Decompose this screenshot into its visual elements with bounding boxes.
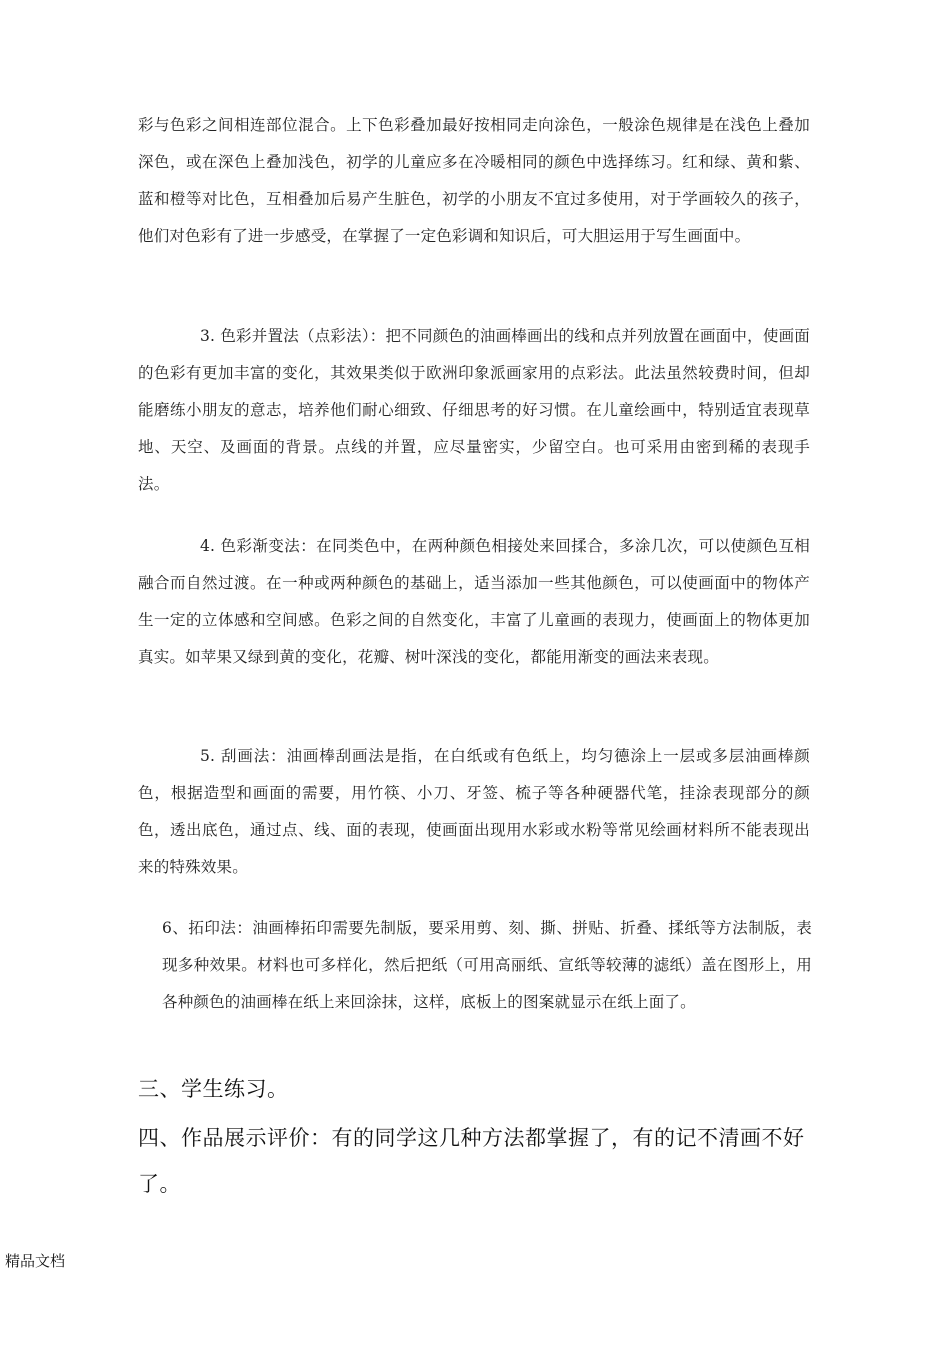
paragraph-color-juxtaposition: 3. 色彩并置法（点彩法）：把不同颜色的油画棒画出的线和点并列放置在画面中，使画面的色彩有更加丰富的变化，其效果类似于欧洲印象派画家用的点彩法。此法虽然较费时间，但却能磨练小朋友的意志，培养他们耐心细致、仔细思考的好习惯。在儿童绘画中，特别适宜表现草地、天空、及画面的背景。点线的并置，应尽量密实，少留空白。也可采用由密到稀的表现手法。 — [138, 327, 810, 493]
section-heading-student-practice: 三、学生练习。 — [138, 1077, 289, 1101]
section-heading-work-evaluation: 四、作品展示评价：有的同学这几种方法都掌握了，有的记不清画不好了。 — [138, 1126, 805, 1196]
footer-watermark-label: 精品文档 — [5, 1252, 66, 1270]
paragraph-rubbing-method: 6、拓印法：油画棒拓印需要先制版，要采用剪、刻、撕、拼贴、折叠、揉纸等方法制版，表现多种效果。材料也可多样化，然后把纸（可用高丽纸、宣纸等较薄的滤纸）盖在图形上，用各种颜色的油画棒在纸上来回涂抹，这样，底板上的图案就显示在纸上面了。 — [162, 919, 812, 1011]
paragraph-color-gradient: 4. 色彩渐变法：在同类色中，在两种颜色相接处来回揉合，多涂几次，可以使颜色互相融合而自然过渡。在一种或两种颜色的基础上，适当添加一些其他颜色，可以使画面中的物体产生一定的立体感和空间感。色彩之间的自然变化，丰富了儿童画的表现力，使画面上的物体更加真实。如苹果又绿到黄的变化，花瓣、树叶深浅的变化，都能用渐变的画法来表现。 — [138, 537, 810, 666]
paragraph-color-layering: 彩与色彩之间相连部位混合。上下色彩叠加最好按相同走向涂色，一般涂色规律是在浅色上叠加深色，或在深色上叠加浅色，初学的儿童应多在冷暖相同的颜色中选择练习。红和绿、黄和紫、蓝和橙等对比色，互相叠加后易产生脏色，初学的小朋友不宜过多使用，对于学画较久的孩子，他们对色彩有了进一步感受，在掌握了一定色彩调和知识后，可大胆运用于写生画面中。 — [138, 116, 810, 245]
paragraph-scratch-method: 5. 刮画法：油画棒刮画法是指，在白纸或有色纸上，均匀德涂上一层或多层油画棒颜色，根据造型和画面的需要，用竹筷、小刀、牙签、梳子等各种硬器代笔，挂涂表现部分的颜色，透出底色，通过点、线、面的表现，使画面出现用水彩或水粉等常见绘画材料所不能表现出来的特殊效果。 — [138, 747, 810, 876]
